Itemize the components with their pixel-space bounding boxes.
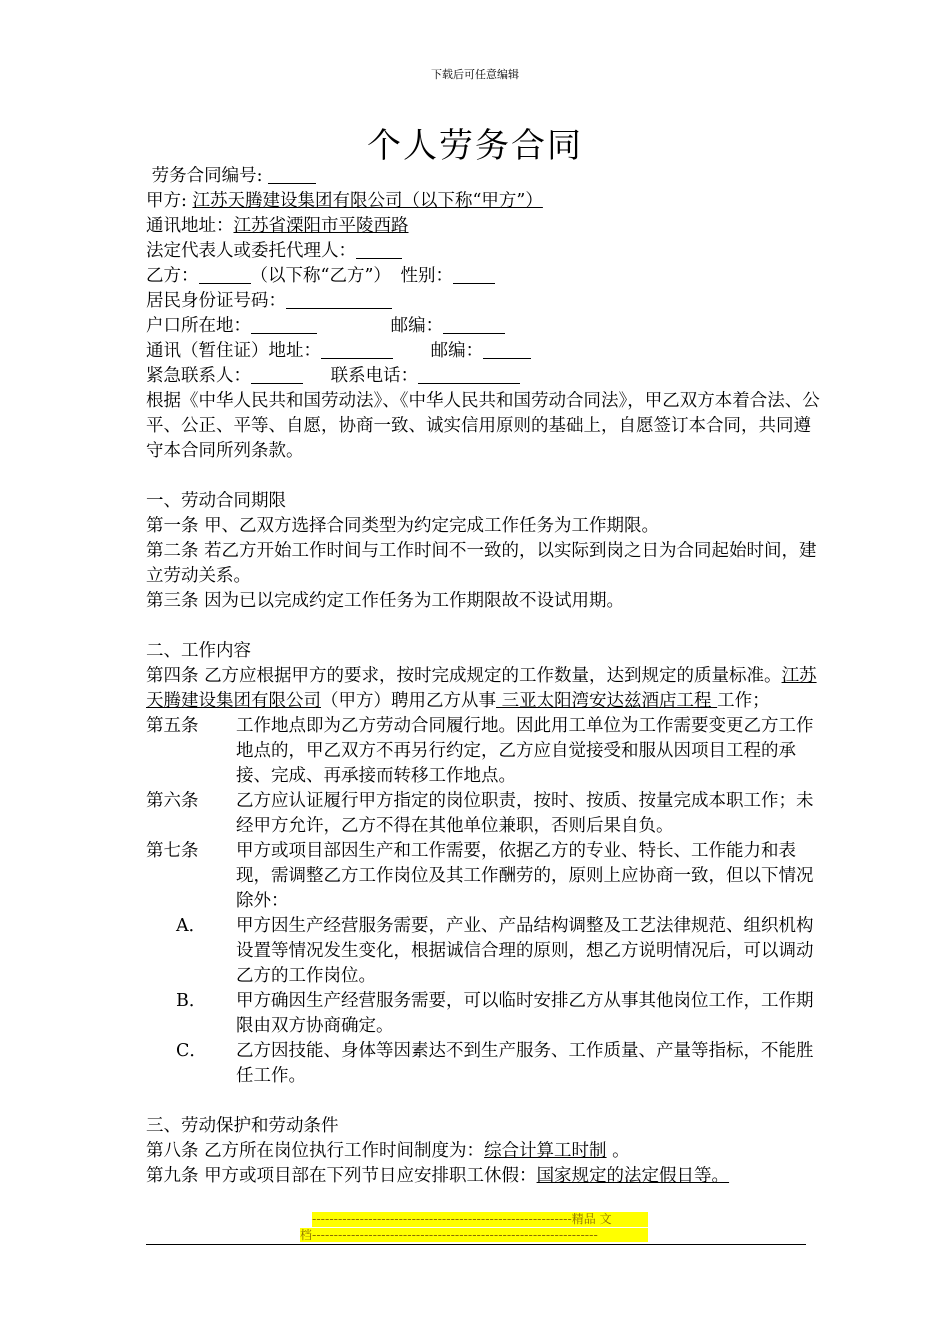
article-8-text: 第八条 乙方所在岗位执行工作时间制度为： xyxy=(146,1141,485,1161)
article-4-text-b: （甲方）聘用乙方从事 xyxy=(321,691,496,711)
article-6-label: 第六条 xyxy=(146,791,199,811)
phone-blank[interactable] xyxy=(418,365,520,384)
sub-item-b xyxy=(146,989,826,1039)
sub-item-c-label: C． xyxy=(176,1041,207,1061)
party-b-note: （以下称“乙方”） xyxy=(250,266,391,286)
sub-item-a-text: 甲方因生产经营服务需要，产业、产品结构调整及工艺法律规范、组织机构设置等情况发生变化，根据诚信合理的原则，想乙方说明情况后，可以调动乙方的工作岗位。 xyxy=(236,916,814,986)
sub-item-a-label: A． xyxy=(176,916,207,936)
article-4-company: 江苏天腾建设集团有限公司 xyxy=(146,666,817,711)
party-b-label: 乙方： xyxy=(146,266,199,286)
article-4-text-c: 工作； xyxy=(717,691,770,711)
article-8 xyxy=(146,1139,826,1164)
sub-item-c xyxy=(146,1039,826,1089)
article-2: 第二条 若乙方开始工作时间与工作时间不一致的，以实际到岗之日为合同起始时间，建立劳动关系。 xyxy=(146,541,817,586)
article-8-value: 综合计算工时制 xyxy=(484,1141,607,1161)
article-6 xyxy=(146,789,826,839)
contract-no-row xyxy=(146,164,826,189)
postcode2-label: 邮编： xyxy=(430,341,484,361)
article-6-text: 乙方应认证履行甲方指定的岗位职责，按时、按质、按量完成本职工作；未经甲方允许，乙方不得在其他单位兼职，否则后果自负。 xyxy=(236,791,814,836)
footer-watermark-line1: ------------------------------------------------------------精品 文 xyxy=(312,1212,648,1227)
section1-heading: 一、劳动合同期限 xyxy=(146,491,286,511)
address-value: 江苏省溧阳市平陵西路 xyxy=(233,216,409,236)
postcode-label: 邮编： xyxy=(390,316,444,336)
article-7 xyxy=(146,839,826,914)
emergency-blank[interactable] xyxy=(251,365,303,384)
party-b-blank[interactable] xyxy=(199,265,251,284)
sub-item-b-text: 甲方确因生产经营服务需要，可以临时安排乙方从事其他岗位工作，工作期限由双方协商确定。 xyxy=(236,991,814,1036)
address-label: 通讯地址： xyxy=(146,216,234,236)
article-5-label: 第五条 xyxy=(146,716,199,736)
postcode-blank[interactable] xyxy=(443,315,505,334)
id-row xyxy=(146,289,826,314)
sub-item-a xyxy=(146,914,826,989)
temp-address-row xyxy=(146,339,826,364)
id-blank[interactable] xyxy=(286,290,392,309)
hukou-row xyxy=(146,314,826,339)
hukou-label: 户口所在地： xyxy=(146,316,251,336)
party-a-label: 甲方: xyxy=(146,191,187,211)
article-9-text: 第九条 甲方或项目部在下列节日应安排职工休假： xyxy=(146,1166,537,1186)
party-a-value: 江苏天腾建设集团有限公司（以下称“甲方”） xyxy=(192,191,543,211)
document-title: 个人劳务合同 xyxy=(367,126,583,166)
article-4-project: 三亚太阳湾安达兹酒店工程 xyxy=(496,691,718,711)
address-row xyxy=(146,214,826,239)
article-4 xyxy=(146,664,826,714)
emergency-row xyxy=(146,364,826,389)
sub-item-b-label: B． xyxy=(176,991,207,1011)
contract-no-blank[interactable] xyxy=(268,165,316,184)
gender-label: 性别： xyxy=(400,266,453,286)
party-b-row xyxy=(146,264,826,289)
hukou-blank[interactable] xyxy=(251,315,317,334)
footer-watermark-line2: 档------------------------------------------------------------------ xyxy=(300,1228,648,1242)
article-1: 第一条 甲、乙双方选择合同类型为约定完成工作任务为工作期限。 xyxy=(146,516,660,536)
article-8-end: 。 xyxy=(606,1141,630,1161)
article-3: 第三条 因为已以完成约定工作任务为工作期限故不设试用期。 xyxy=(146,591,625,611)
id-label: 居民身份证号码： xyxy=(146,291,286,311)
representative-row xyxy=(146,239,826,264)
sub-item-c-text: 乙方因技能、身体等因素达不到生产服务、工作质量、产量等指标，不能胜任工作。 xyxy=(236,1041,814,1086)
article-5-text: 工作地点即为乙方劳动合同履行地。因此用工单位为工作需要变更乙方工作地点的，甲乙双方不再另行约定，乙方应自觉接受和服从因项目工程的承接、完成、再承接而转移工作地点。 xyxy=(236,716,814,786)
article-9-value: 国家规定的法定假日等。 xyxy=(536,1166,730,1186)
header-note: 下载后可任意编辑 xyxy=(431,68,519,81)
phone-label: 联系电话： xyxy=(330,366,419,386)
article-9 xyxy=(146,1164,826,1189)
section3-heading: 三、劳动保护和劳动条件 xyxy=(146,1116,339,1136)
intro-paragraph: 根据《中华人民共和国劳动法》、《中华人民共和国劳动合同法》，甲乙双方本着合法、公平、公正、平等、自愿，协商一致、诚实信用原则的基础上，自愿签订本合同，共同遵守本合同所列条款。 xyxy=(146,391,820,461)
section2-heading: 二、工作内容 xyxy=(146,641,251,661)
representative-label: 法定代表人或委托代理人： xyxy=(146,241,356,261)
party-a-row xyxy=(146,189,826,214)
representative-blank[interactable] xyxy=(356,240,402,259)
article-4-text: 第四条 乙方应根据甲方的要求，按时完成规定的工作数量，达到规定的质量标准。 xyxy=(146,666,782,686)
footer-rule xyxy=(146,1244,806,1245)
article-5 xyxy=(146,714,826,789)
article-7-text: 甲方或项目部因生产和工作需要，依据乙方的专业、特长、工作能力和表现，需调整乙方工作岗位及其工作酬劳的，原则上应协商一致，但以下情况除外： xyxy=(236,841,814,911)
article-7-label: 第七条 xyxy=(146,841,199,861)
gender-blank[interactable] xyxy=(453,265,495,284)
temp-address-label: 通讯（暂住证）地址： xyxy=(146,341,321,361)
temp-address-blank[interactable] xyxy=(321,340,393,359)
postcode2-blank[interactable] xyxy=(483,340,531,359)
contract-body xyxy=(146,164,826,1189)
contract-no-label: 劳务合同编号: xyxy=(151,166,263,186)
emergency-label: 紧急联系人： xyxy=(146,366,251,386)
